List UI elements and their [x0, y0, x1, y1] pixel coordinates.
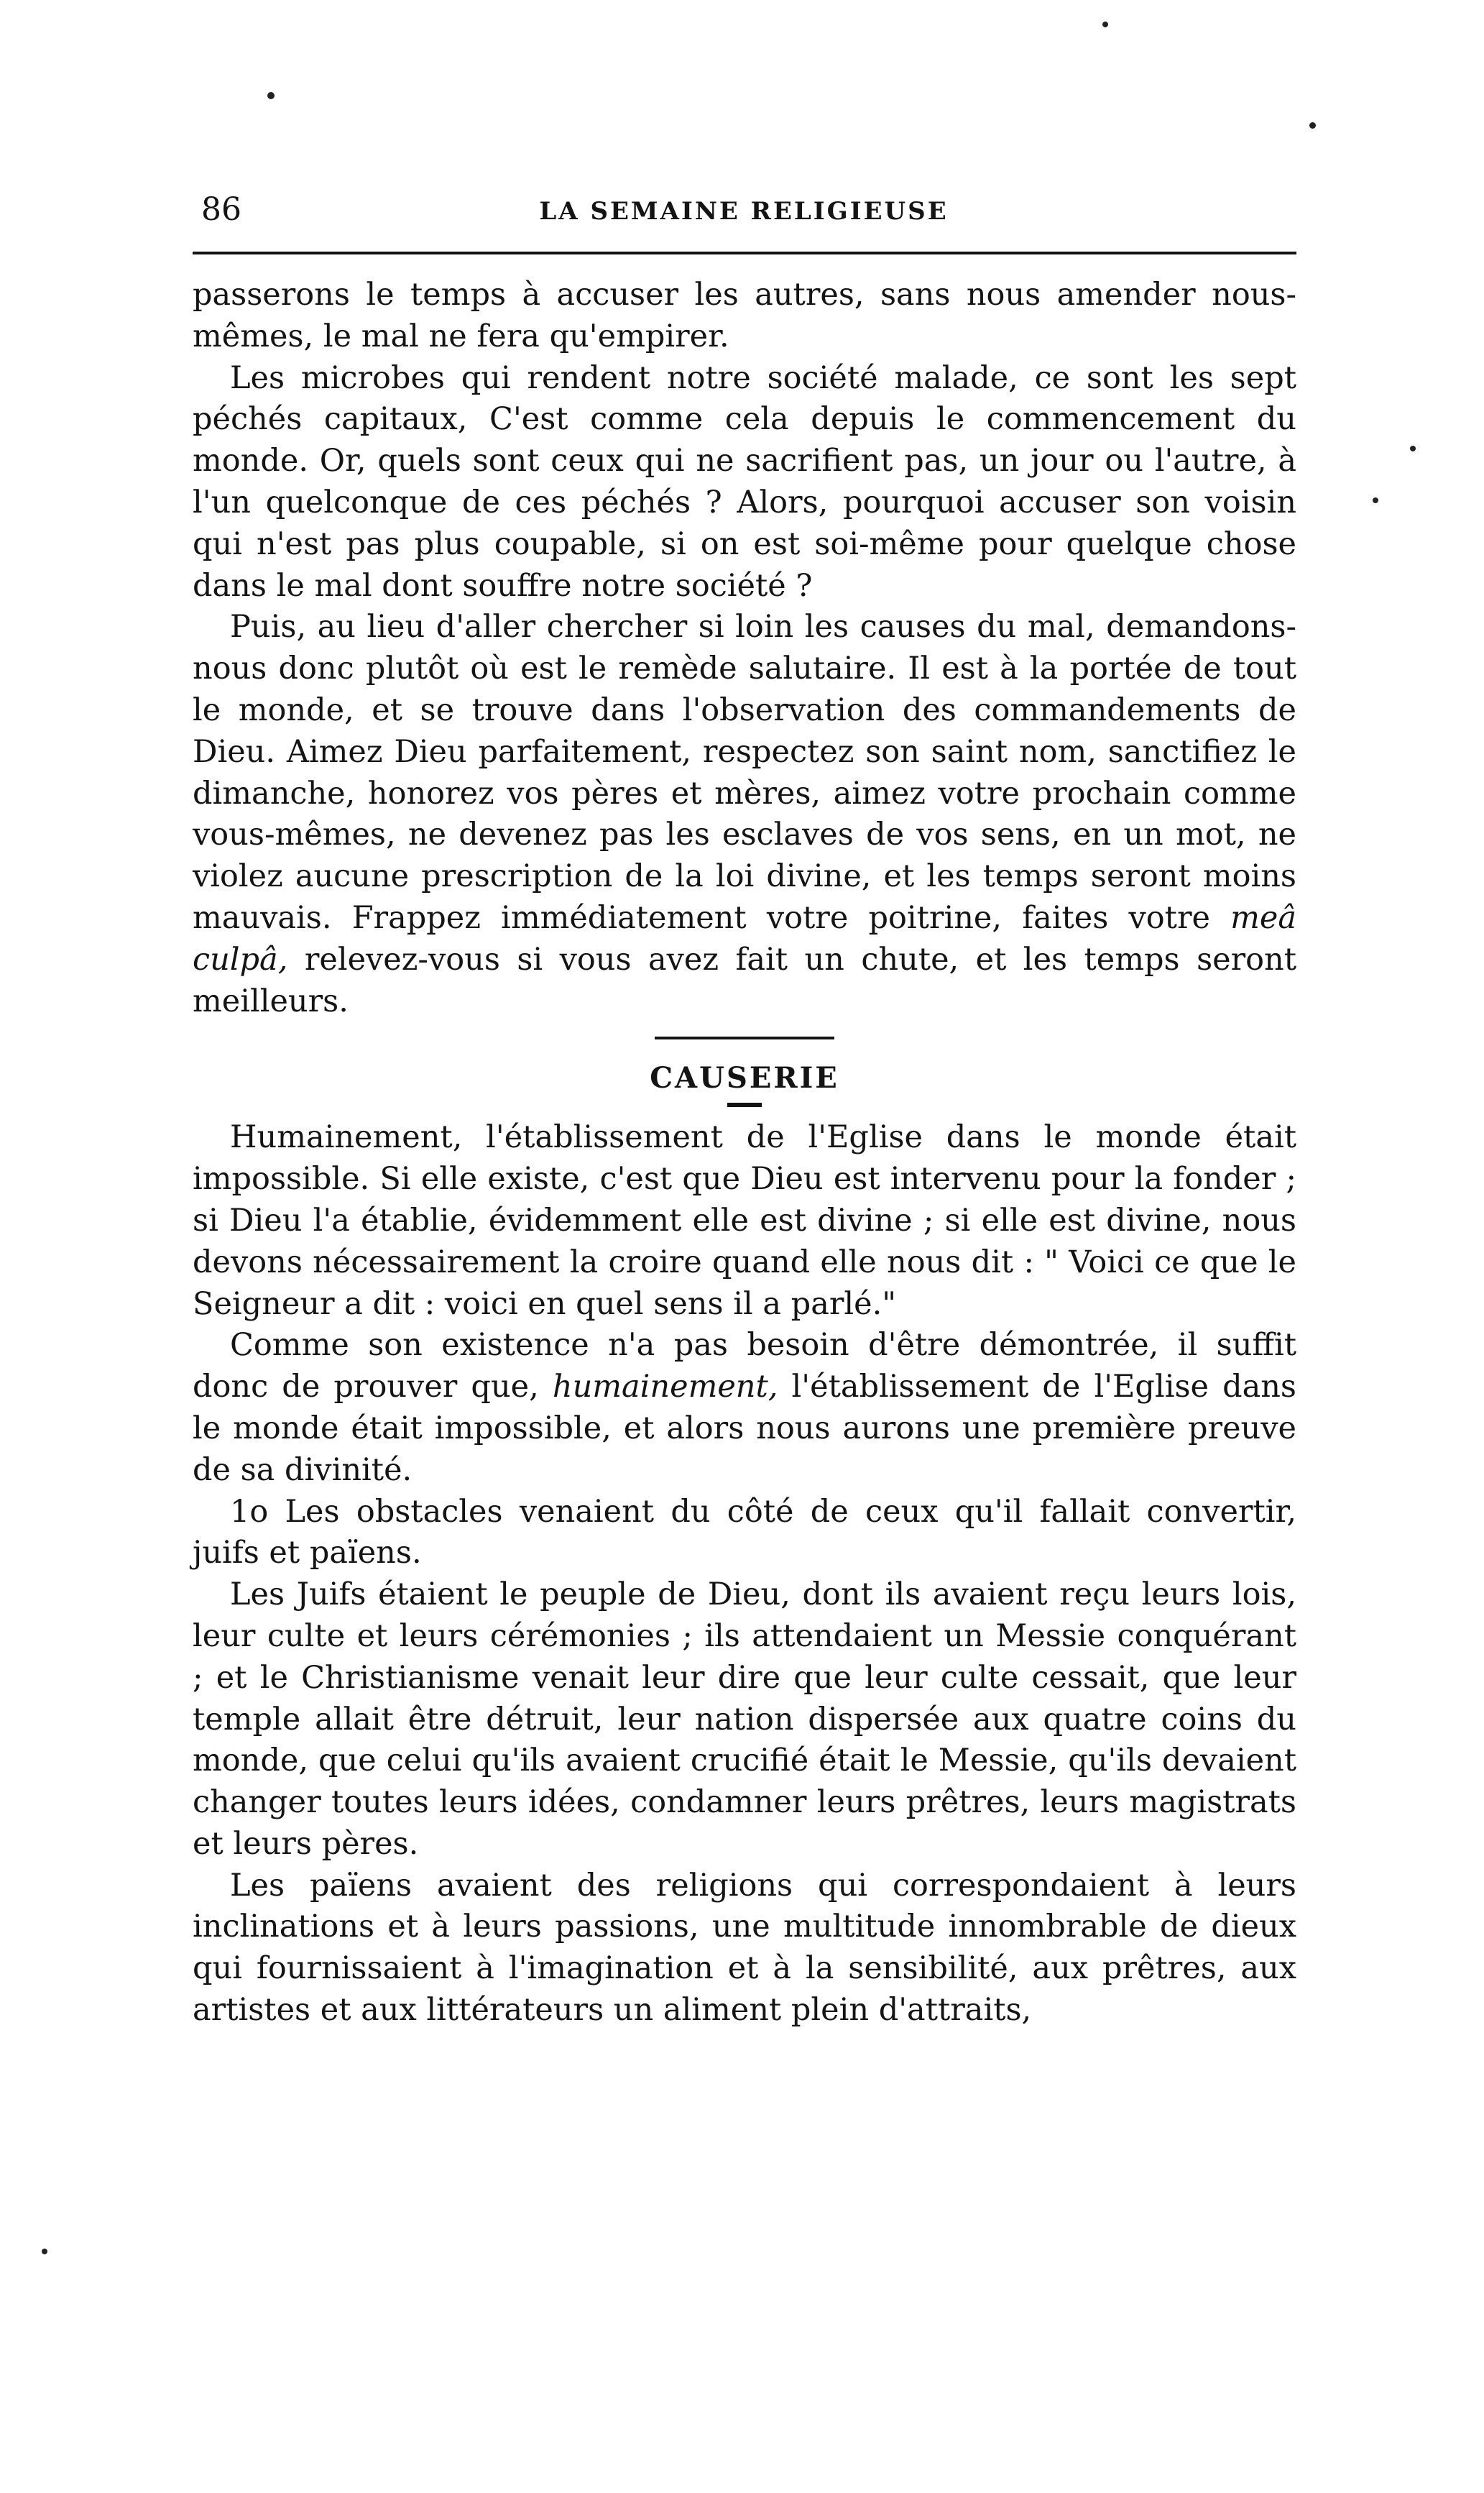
existence-text: Comme son existence n'a pas besoin d'être démontrée, il suffit donc de prouver que,	[193, 1327, 1296, 1405]
page-number: 86	[201, 191, 241, 228]
paragraph-obstacles: 1o Les obstacles venaient du côté de ceux qu'il fallait convertir, juifs et païens.	[193, 1493, 1296, 1571]
paragraph-microbes: Les microbes qui rendent notre société malade, ce sont les sept péchés capitaux, C'est comme cela depuis le commencement du monde. Or, quels sont ceux qui ne sacrifient pas, un jour ou l'autre, à l'un quelconque de ces péchés ? Alors, pourquoi accuser son voisin qui n'est pas plus coupable, si on est soi-même pour quelque chose dans le mal dont souffre notre société ?	[193, 359, 1296, 604]
print-speck	[267, 92, 275, 99]
paragraph-paiens: Les païens avaient des religions qui correspondaient à leurs inclinations et à leurs passions, une multitude innombrable de dieux qui fournissaient à l'imagination et à la sensibilité, aux prêtres, aux artistes et aux littérateurs un aliment plein d'attraits,	[193, 1867, 1296, 2029]
mea-culpa-italic: meâ culpâ,	[193, 899, 1296, 978]
humainement-italic: humainement,	[552, 1369, 778, 1405]
print-speck	[1102, 22, 1108, 27]
print-speck	[42, 2249, 47, 2254]
print-speck	[1373, 497, 1378, 503]
paragraph-humainement: Humainement, l'établissement de l'Eglise dans le monde était impossible. Si elle existe, c'est que Dieu est intervenu pour la fonder ; si Dieu l'a établie, évidemment elle est divine ; si elle est divine, nous devons nécessairement la croire quand elle nous dit : " Voici ce que le Seigneur a dit : voici en quel sens il a parlé."	[193, 1119, 1296, 1322]
paragraph-juifs: Les Juifs étaient le peuple de Dieu, dont ils avaient reçu leurs lois, leur culte et leurs cérémonies ; ils attendaient un Messie conquérant ; et le Christianisme venait leur dire que leur culte cessait, que leur temple allait être détruit, leur nation dispersée aux quatre coins du monde, que celui qu'ils avaient crucifié était le Messie, qu'ils devaient changer toutes leurs idées, condamner leurs prêtres, leurs magistrats et leurs pères.	[193, 1576, 1296, 1862]
body-text	[193, 275, 1296, 2031]
paragraph-remede	[193, 607, 1296, 1022]
title-underline	[727, 1103, 762, 1107]
section-title: CAUSERIE	[650, 1061, 839, 1096]
paragraph-continuation: passerons le temps à accuser les autres, sans nous amender nous-mêmes, le mal ne fera qu'empirer.	[193, 277, 1296, 354]
page-header	[194, 188, 1294, 231]
existence-text-end: l'établissement de l'Eglise dans le monde était impossible, et alors nous aurons une première preuve de sa divinité.	[193, 1369, 1296, 1488]
print-speck	[1309, 122, 1316, 129]
remede-text: Puis, au lieu d'aller chercher si loin les causes du mal, demandons-nous donc plutôt où est le remède salutaire. Il est à la portée de tout le monde, et se trouve dans l'observation des commandements de Dieu. Aimez Dieu parfaitement, respectez son saint nom, sanctifiez le dimanche, honorez vos pères et mères, aimez votre prochain comme vous-mêmes, ne devenez pas les esclaves de vos sens, en un mot, ne violez aucune prescription de la loi divine, et les temps seront moins mauvais. Frappez immédiatement votre poitrine, faites votre	[193, 609, 1296, 936]
paragraph-existence	[193, 1325, 1296, 1491]
section-divider	[655, 1037, 834, 1039]
header-rule	[193, 252, 1296, 254]
running-title: LA SEMAINE RELIGIEUSE	[539, 197, 949, 226]
remede-text-end: relevez-vous si vous avez fait un chute, et les temps seront meilleurs.	[193, 941, 1296, 1019]
print-speck	[1410, 446, 1416, 451]
